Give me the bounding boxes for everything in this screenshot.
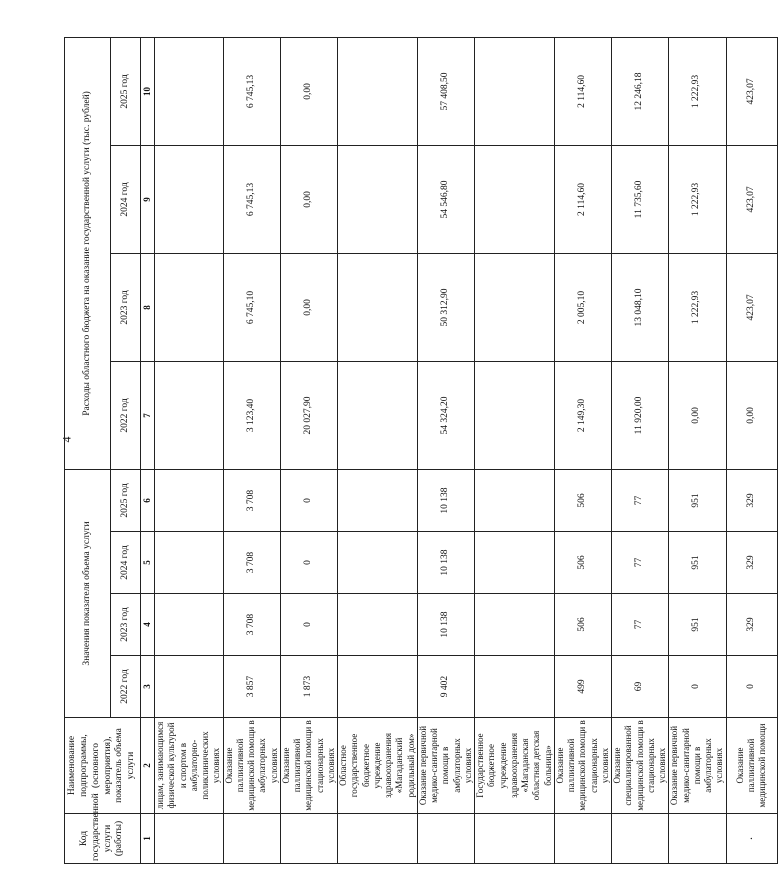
column-number: 5 bbox=[141, 532, 155, 594]
volume-2022 bbox=[475, 656, 555, 718]
header-name: Наименование подпрограммы, (основного мероприятия), показатель объема услуги bbox=[65, 718, 141, 814]
header-expenses-2024: 2024 год bbox=[111, 145, 141, 253]
table-row bbox=[155, 37, 224, 863]
volume-2025 bbox=[475, 469, 555, 531]
header-values-2025: 2025 год bbox=[111, 469, 141, 531]
row-name: Оказание паллиативной медицинской помощи в амбулаторных условиях bbox=[223, 718, 280, 814]
row-code bbox=[417, 814, 474, 864]
row-name: Областное государственное бюджетное учреждение здравоохранения «Магаданский родильный дом» bbox=[338, 718, 418, 814]
table-row bbox=[669, 37, 726, 863]
volume-2024: 0 bbox=[280, 532, 337, 594]
expense-2022: 0,00 bbox=[726, 361, 777, 469]
row-name: Оказание первичной медико-санитарной помощи в амбулаторных условиях bbox=[669, 718, 726, 814]
volume-2023: 951 bbox=[669, 594, 726, 656]
volume-2025: 10 138 bbox=[417, 469, 474, 531]
table-row bbox=[280, 37, 337, 863]
expense-2025: 57 408,50 bbox=[417, 37, 474, 145]
expense-2025: 0,00 bbox=[280, 37, 337, 145]
volume-2023 bbox=[155, 594, 224, 656]
row-name: Оказание специализированной медицинской помощи в стационарных условиях bbox=[612, 718, 669, 814]
expense-2022 bbox=[338, 361, 418, 469]
expense-2022: 2 149,30 bbox=[554, 361, 611, 469]
column-number-row bbox=[141, 37, 155, 863]
volume-2022 bbox=[155, 656, 224, 718]
header-values-2024: 2024 год bbox=[111, 532, 141, 594]
expense-2024: 2 114,60 bbox=[554, 145, 611, 253]
table-row bbox=[417, 37, 474, 863]
expense-2025 bbox=[475, 37, 555, 145]
volume-2023: 329 bbox=[726, 594, 777, 656]
volume-2022: 1 873 bbox=[280, 656, 337, 718]
expense-2022: 0,00 bbox=[669, 361, 726, 469]
volume-2022: 69 bbox=[612, 656, 669, 718]
row-name: Оказание паллиативной медицинской помощи в стационарных условиях bbox=[280, 718, 337, 814]
header-values-2023: 2023 год bbox=[111, 594, 141, 656]
column-number: 6 bbox=[141, 469, 155, 531]
volume-2023: 10 138 bbox=[417, 594, 474, 656]
volume-2023: 506 bbox=[554, 594, 611, 656]
volume-2022: 0 bbox=[726, 656, 777, 718]
header-expenses-2022: 2022 год bbox=[111, 361, 141, 469]
table-row bbox=[338, 37, 418, 863]
volume-2025: 951 bbox=[669, 469, 726, 531]
volume-2025: 329 bbox=[726, 469, 777, 531]
page-number: 4 bbox=[59, 436, 74, 443]
expense-2023: 50 312,90 bbox=[417, 253, 474, 361]
rotated-table-wrapper bbox=[64, 38, 768, 864]
header-row-1 bbox=[65, 37, 111, 863]
expense-2025: 2 114,60 bbox=[554, 37, 611, 145]
row-code bbox=[554, 814, 611, 864]
volume-2024: 506 bbox=[554, 532, 611, 594]
volume-2025: 0 bbox=[280, 469, 337, 531]
row-code: · bbox=[726, 814, 777, 864]
row-code bbox=[223, 814, 280, 864]
table-row bbox=[475, 37, 555, 863]
expense-2022: 20 027,90 bbox=[280, 361, 337, 469]
header-expenses-2023: 2023 год bbox=[111, 253, 141, 361]
volume-2023 bbox=[475, 594, 555, 656]
volume-2024 bbox=[338, 532, 418, 594]
row-code bbox=[280, 814, 337, 864]
volume-2022: 9 402 bbox=[417, 656, 474, 718]
volume-2023: 77 bbox=[612, 594, 669, 656]
volume-2024: 77 bbox=[612, 532, 669, 594]
expense-2024: 6 745,13 bbox=[223, 145, 280, 253]
column-number: 4 bbox=[141, 594, 155, 656]
volume-2025 bbox=[338, 469, 418, 531]
expense-2023: 13 048,10 bbox=[612, 253, 669, 361]
column-number: 9 bbox=[141, 145, 155, 253]
service-volume-table bbox=[64, 37, 778, 864]
column-number: 3 bbox=[141, 656, 155, 718]
expense-2023: 2 005,10 bbox=[554, 253, 611, 361]
row-name: Оказание первичной медико-санитарной помощи в амбулаторных условиях bbox=[417, 718, 474, 814]
expense-2024: 0,00 bbox=[280, 145, 337, 253]
row-code bbox=[669, 814, 726, 864]
volume-2025 bbox=[155, 469, 224, 531]
row-code bbox=[155, 814, 224, 864]
volume-2025: 506 bbox=[554, 469, 611, 531]
expense-2024 bbox=[338, 145, 418, 253]
row-name: Оказание паллиативной медицинской помощи bbox=[726, 718, 777, 814]
expense-2025: 1 222,93 bbox=[669, 37, 726, 145]
expense-2022: 54 324,20 bbox=[417, 361, 474, 469]
expense-2023: 0,00 bbox=[280, 253, 337, 361]
column-number: 8 bbox=[141, 253, 155, 361]
expense-2023 bbox=[155, 253, 224, 361]
expense-2022 bbox=[155, 361, 224, 469]
expense-2025 bbox=[338, 37, 418, 145]
volume-2023 bbox=[338, 594, 418, 656]
header-code: Код государственной услуги (работы) bbox=[65, 814, 141, 864]
volume-2022: 3 857 bbox=[223, 656, 280, 718]
volume-2022: 0 bbox=[669, 656, 726, 718]
volume-2024 bbox=[155, 532, 224, 594]
header-expenses-2025: 2025 год bbox=[111, 37, 141, 145]
expense-2023: 423,07 bbox=[726, 253, 777, 361]
row-name: Государственное бюджетное учреждение здравоохранения «Магаданская областная детская больница» bbox=[475, 718, 555, 814]
volume-2025: 77 bbox=[612, 469, 669, 531]
table-row bbox=[554, 37, 611, 863]
volume-2023: 0 bbox=[280, 594, 337, 656]
volume-2024: 3 708 bbox=[223, 532, 280, 594]
row-name: Оказание паллиативной медицинской помощи в стационарных условиях bbox=[554, 718, 611, 814]
column-number: 10 bbox=[141, 37, 155, 145]
header-values-group: Значения показателя объема услуги bbox=[65, 469, 111, 717]
expense-2022: 11 920,00 bbox=[612, 361, 669, 469]
expense-2025: 12 246,18 bbox=[612, 37, 669, 145]
volume-2022 bbox=[338, 656, 418, 718]
expense-2024 bbox=[475, 145, 555, 253]
expense-2023: 6 745,10 bbox=[223, 253, 280, 361]
volume-2023: 3 708 bbox=[223, 594, 280, 656]
expense-2024: 1 222,93 bbox=[669, 145, 726, 253]
table-row bbox=[223, 37, 280, 863]
column-number: 7 bbox=[141, 361, 155, 469]
volume-2024: 10 138 bbox=[417, 532, 474, 594]
volume-2024 bbox=[475, 532, 555, 594]
row-code bbox=[475, 814, 555, 864]
expense-2025: 6 745,13 bbox=[223, 37, 280, 145]
volume-2022: 499 bbox=[554, 656, 611, 718]
expense-2023 bbox=[338, 253, 418, 361]
row-code bbox=[612, 814, 669, 864]
header-expenses-group: Расходы областного бюджета на оказание государственной услуги (тыс. рублей) bbox=[65, 37, 111, 469]
column-number: 2 bbox=[141, 718, 155, 814]
expense-2024: 54 546,80 bbox=[417, 145, 474, 253]
expense-2023 bbox=[475, 253, 555, 361]
row-name: лицам, занимающимся физической культурой и спортом в амбулаторно-поликлинических условиях bbox=[155, 718, 224, 814]
expense-2025: 423,07 bbox=[726, 37, 777, 145]
expense-2025 bbox=[155, 37, 224, 145]
volume-2024: 329 bbox=[726, 532, 777, 594]
volume-2025: 3 708 bbox=[223, 469, 280, 531]
table-row bbox=[612, 37, 669, 863]
expense-2023: 1 222,93 bbox=[669, 253, 726, 361]
expense-2024: 11 735,60 bbox=[612, 145, 669, 253]
expense-2022 bbox=[475, 361, 555, 469]
row-code bbox=[338, 814, 418, 864]
expense-2022: 3 123,40 bbox=[223, 361, 280, 469]
volume-2024: 951 bbox=[669, 532, 726, 594]
expense-2024 bbox=[155, 145, 224, 253]
column-number: 1 bbox=[141, 814, 155, 864]
expense-2024: 423,07 bbox=[726, 145, 777, 253]
table-row bbox=[726, 37, 777, 863]
header-values-2022: 2022 год bbox=[111, 656, 141, 718]
